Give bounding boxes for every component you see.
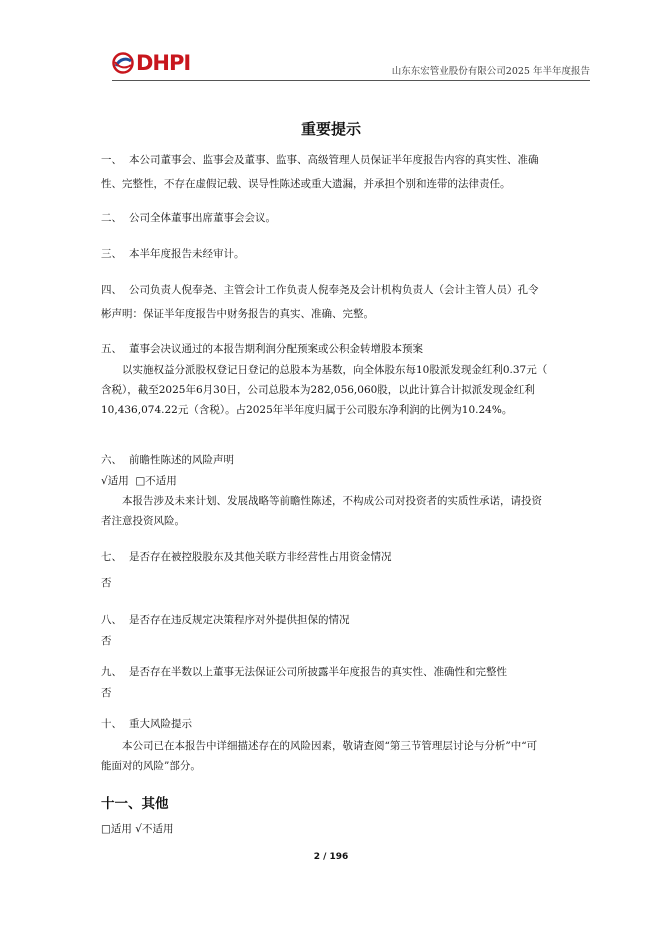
section-7-text: 是否存在被控股股东及其他关联方非经营性占用资金情况 xyxy=(129,551,392,563)
section-5-number: 五、 xyxy=(101,343,122,355)
section-8-number: 八、 xyxy=(101,614,122,626)
section-9-text: 是否存在半数以上董事无法保证公司所披露半年度报告的真实性、准确性和完整性 xyxy=(129,666,507,678)
section-6-body xyxy=(101,471,591,531)
section-5-body-line3: 10,436,074.22元（含税）。占2025年半年度归属于公司股东净利润的比例为10.24%。 xyxy=(101,404,513,416)
section-10-body-line2: 能面对的风险”部分。 xyxy=(101,760,201,772)
section-11-text: 其他 xyxy=(141,796,169,812)
section-4-text-line1: 公司负责人倪奉尧、主管会计工作负责人倪奉尧及会计机构负责人（会计主管人员）孔令 xyxy=(129,284,539,296)
section-6-options: √适用 □不适用 xyxy=(101,475,177,487)
section-10-text: 重大风险提示 xyxy=(129,718,192,730)
section-9-heading xyxy=(101,660,591,684)
section-6-body-line1: 本报告涉及未来计划、发展战略等前瞻性陈述，不构成公司对投资者的实质性承诺，请投资 xyxy=(122,495,542,507)
section-6-text: 前瞻性陈述的风险声明 xyxy=(129,454,234,466)
page-header xyxy=(112,48,590,81)
section-8-answer: 否 xyxy=(101,635,112,647)
section-6-heading xyxy=(101,448,591,472)
section-9-answer: 否 xyxy=(101,687,112,699)
section-5-body xyxy=(101,360,591,420)
section-10-number: 十、 xyxy=(101,718,122,730)
section-2-number: 二、 xyxy=(101,212,122,224)
section-3 xyxy=(101,242,591,266)
logo-text: DHPI xyxy=(136,51,191,75)
section-11-heading xyxy=(101,792,591,816)
company-logo xyxy=(112,50,190,76)
section-11-number: 十一、 xyxy=(101,796,142,812)
report-title-header: 山东东宏管业股份有限公司2025 年半年度报告 xyxy=(391,66,590,77)
page-number: 2 / 196 xyxy=(313,852,349,862)
section-4-text-line2: 彬声明：保证半年度报告中财务报告的真实、准确、完整。 xyxy=(101,308,374,320)
section-7-heading xyxy=(101,545,591,569)
section-8-text: 是否存在违反规定决策程序对外提供担保的情况 xyxy=(129,614,350,626)
section-3-text: 本半年度报告未经审计。 xyxy=(129,248,245,260)
section-10-body-line1: 本公司已在本报告中详细描述存在的风险因素，敬请查阅“第三节管理层讨论与分析”中“可 xyxy=(122,740,538,752)
section-6-body-line2: 者注意投资风险。 xyxy=(101,515,185,527)
section-1-text-line2: 性、完整性，不存在虚假记载、误导性陈述或重大遗漏，并承担个别和连带的法律责任。 xyxy=(101,178,511,190)
section-10-body xyxy=(101,736,591,776)
section-10-heading xyxy=(101,712,591,736)
section-8-heading xyxy=(101,608,591,632)
page-title: 重要提示 xyxy=(300,120,361,138)
section-11-options: □适用 √不适用 xyxy=(101,823,174,835)
section-6-number: 六、 xyxy=(101,454,122,466)
section-2-text: 公司全体董事出席董事会会议。 xyxy=(129,212,276,224)
section-4-number: 四、 xyxy=(101,284,122,296)
section-7-number: 七、 xyxy=(101,551,122,563)
section-5-body-line1: 以实施权益分派股权登记日登记的总股本为基数，向全体股东每10股派发现金红利0.37元（ xyxy=(122,364,548,376)
logo-swirl-icon xyxy=(112,52,134,74)
section-1-number: 一、 xyxy=(101,154,122,166)
section-3-number: 三、 xyxy=(101,248,122,260)
section-4 xyxy=(101,278,591,326)
section-7-answer: 否 xyxy=(101,577,112,589)
section-1 xyxy=(101,148,591,196)
section-5-body-line2: 含税），截至2025年6月30日，公司总股本为282,056,060股，以此计算合计拟派发现金红利 xyxy=(101,384,535,396)
section-5-text: 董事会决议通过的本报告期利润分配预案或公积金转增股本预案 xyxy=(129,343,423,355)
section-2 xyxy=(101,206,591,230)
section-1-text-line1: 本公司董事会、监事会及董事、监事、高级管理人员保证半年度报告内容的真实性、准确 xyxy=(129,154,539,166)
section-9-number: 九、 xyxy=(101,666,122,678)
section-5-heading xyxy=(101,337,591,361)
